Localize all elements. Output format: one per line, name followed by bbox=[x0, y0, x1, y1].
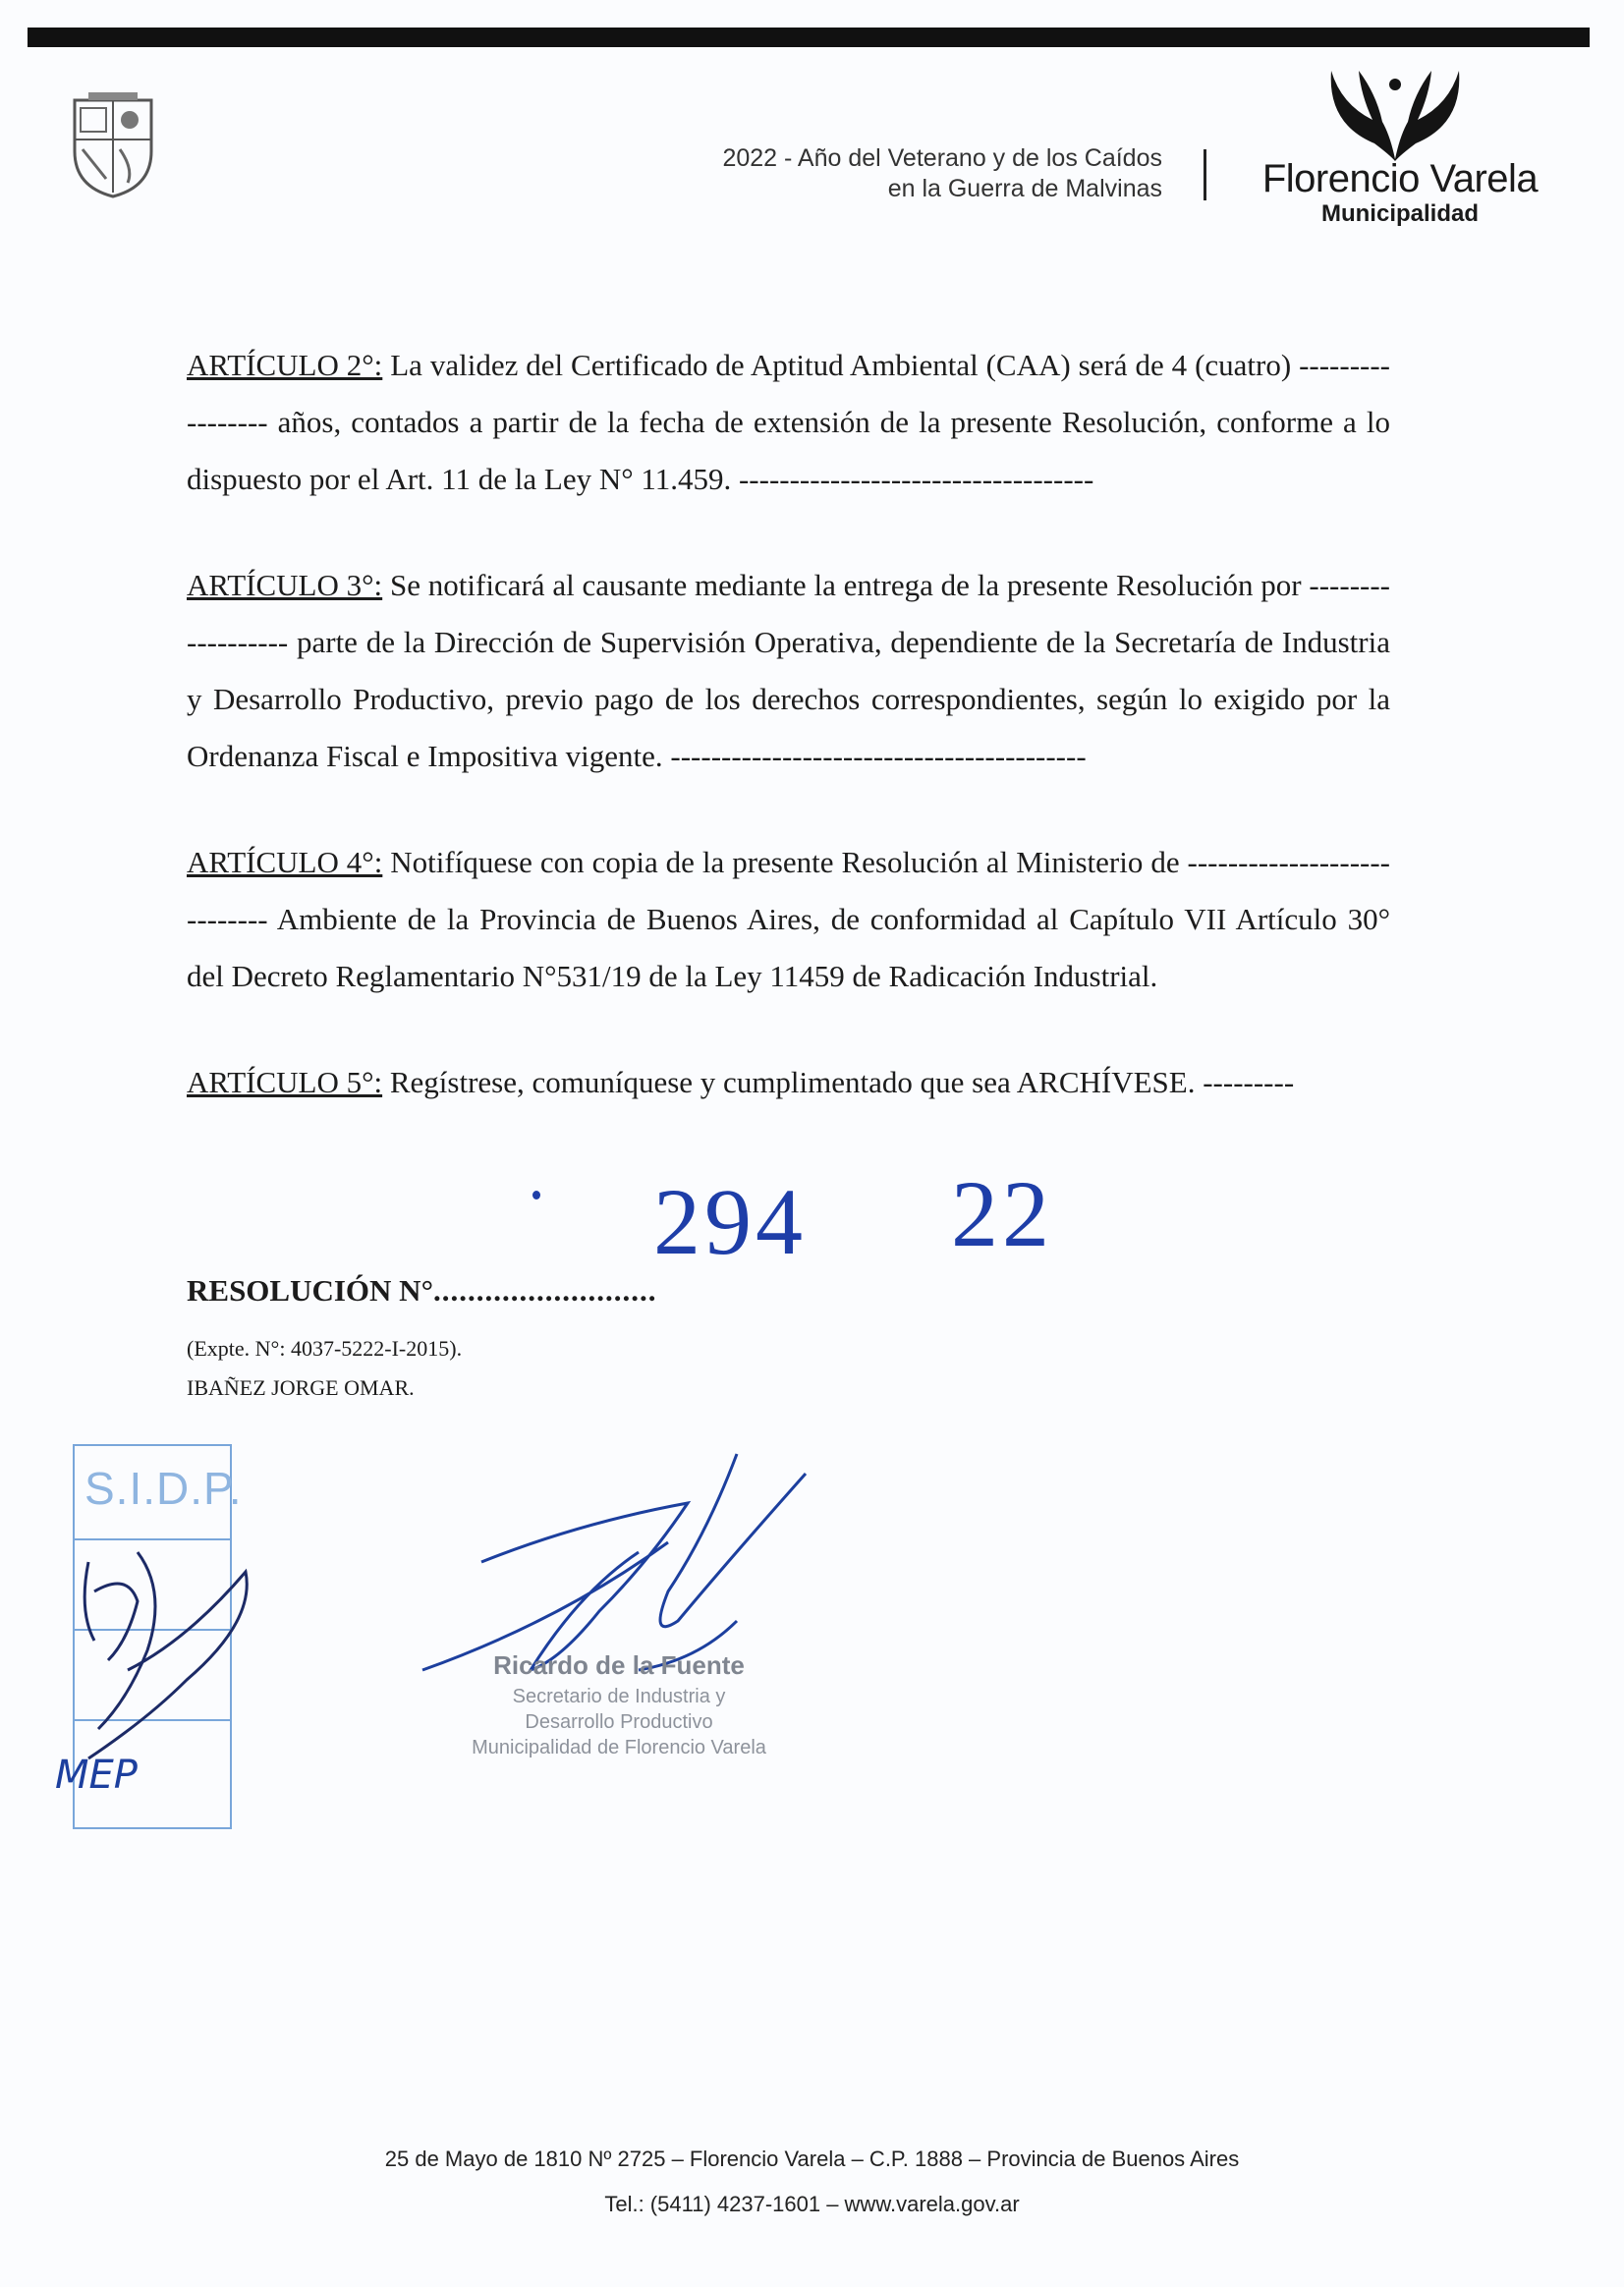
article-4 bbox=[187, 834, 1390, 1005]
article-heading: ARTÍCULO 5°: bbox=[187, 1065, 383, 1099]
resolution-label bbox=[187, 1273, 656, 1309]
article-3 bbox=[187, 557, 1390, 785]
sidp-title: S.I.D.P. bbox=[84, 1463, 243, 1514]
articles-section bbox=[187, 307, 1390, 1160]
brand-subtitle: Municipalidad bbox=[1320, 200, 1479, 227]
party-name: IBAÑEZ JORGE OMAR. bbox=[187, 1375, 415, 1400]
municipal-crest-icon bbox=[69, 90, 157, 200]
top-border-bar bbox=[28, 28, 1590, 47]
footer-contact: Tel.: (5411) 4237-1601 – www.varela.gov.ar bbox=[604, 2192, 1020, 2216]
article-heading: ARTÍCULO 2°: bbox=[187, 348, 383, 382]
motto-line-2: en la Guerra de Malvinas bbox=[887, 175, 1162, 202]
article-2 bbox=[187, 337, 1390, 508]
article-text: Regístrese, comuníquese y cumplimentado que sea ARCHÍVESE. --------- bbox=[382, 1065, 1295, 1099]
signer-organization: Municipalidad de Florencio Varela bbox=[472, 1737, 766, 1758]
header-divider bbox=[1204, 149, 1206, 200]
article-text: Se notificará al causante mediante la entrega de la presente Resolución por ------------------ parte de la Dirección de Supervisión Operativa, dependiente de la Secretaría de Industria y Desarrollo Productivo, previo pago de los derechos correspondientes, según lo exigido por la Ordenanza Fiscal e Impositiva vigente. ----------------------------------------- bbox=[187, 568, 1391, 773]
sidp-initials: MEP bbox=[55, 1753, 138, 1798]
stamp-mark-dot bbox=[532, 1191, 540, 1199]
header-motto bbox=[722, 143, 1162, 204]
signer-role-line-2: Desarrollo Productivo bbox=[525, 1711, 713, 1733]
article-text: La validez del Certificado de Aptitud Ambiental (CAA) será de 4 (cuatro) ----------------- años, contados a partir de la fecha de extensión de la presente Resolución, conforme a lo dispuesto por el Art. 11 de la Ley N° 11.459. ----------------------------------- bbox=[187, 348, 1390, 496]
article-5 bbox=[187, 1054, 1390, 1111]
expediente-number: (Expte. N°: 4037-5222-I-2015). bbox=[187, 1336, 463, 1361]
initials-scribble-icon bbox=[69, 1533, 265, 1768]
signer-name: Ricardo de la Fuente bbox=[493, 1650, 745, 1680]
footer-address: 25 de Mayo de 1810 Nº 2725 – Florencio Varela – C.P. 1888 – Provincia de Buenos Aires bbox=[384, 2147, 1240, 2171]
signer-role-line-1: Secretario de Industria y bbox=[512, 1686, 726, 1707]
article-text: Notifíquese con copia de la presente Resolución al Ministerio de ---------------------------- Ambiente de la Provincia de Buenos Aires, de conformidad al Capítulo VII Artículo 30° del Decreto Reglamentario N°531/19 de la Ley 11459 de Radicación Industrial. bbox=[187, 845, 1391, 993]
stamped-resolution-year: 22 bbox=[951, 1161, 1053, 1266]
article-heading: ARTÍCULO 3°: bbox=[187, 568, 383, 602]
resolution-label-text: RESOLUCIÓN N° bbox=[187, 1273, 433, 1308]
article-heading: ARTÍCULO 4°: bbox=[187, 845, 383, 879]
florencio-varela-logo-icon bbox=[1321, 65, 1469, 163]
resolution-number-dots: .......................... bbox=[432, 1273, 657, 1308]
motto-line-1: 2022 - Año del Veterano y de los Caídos bbox=[722, 144, 1162, 172]
stamped-resolution-number: 294 bbox=[653, 1169, 807, 1274]
brand-name: Florencio Varela bbox=[1261, 157, 1539, 200]
